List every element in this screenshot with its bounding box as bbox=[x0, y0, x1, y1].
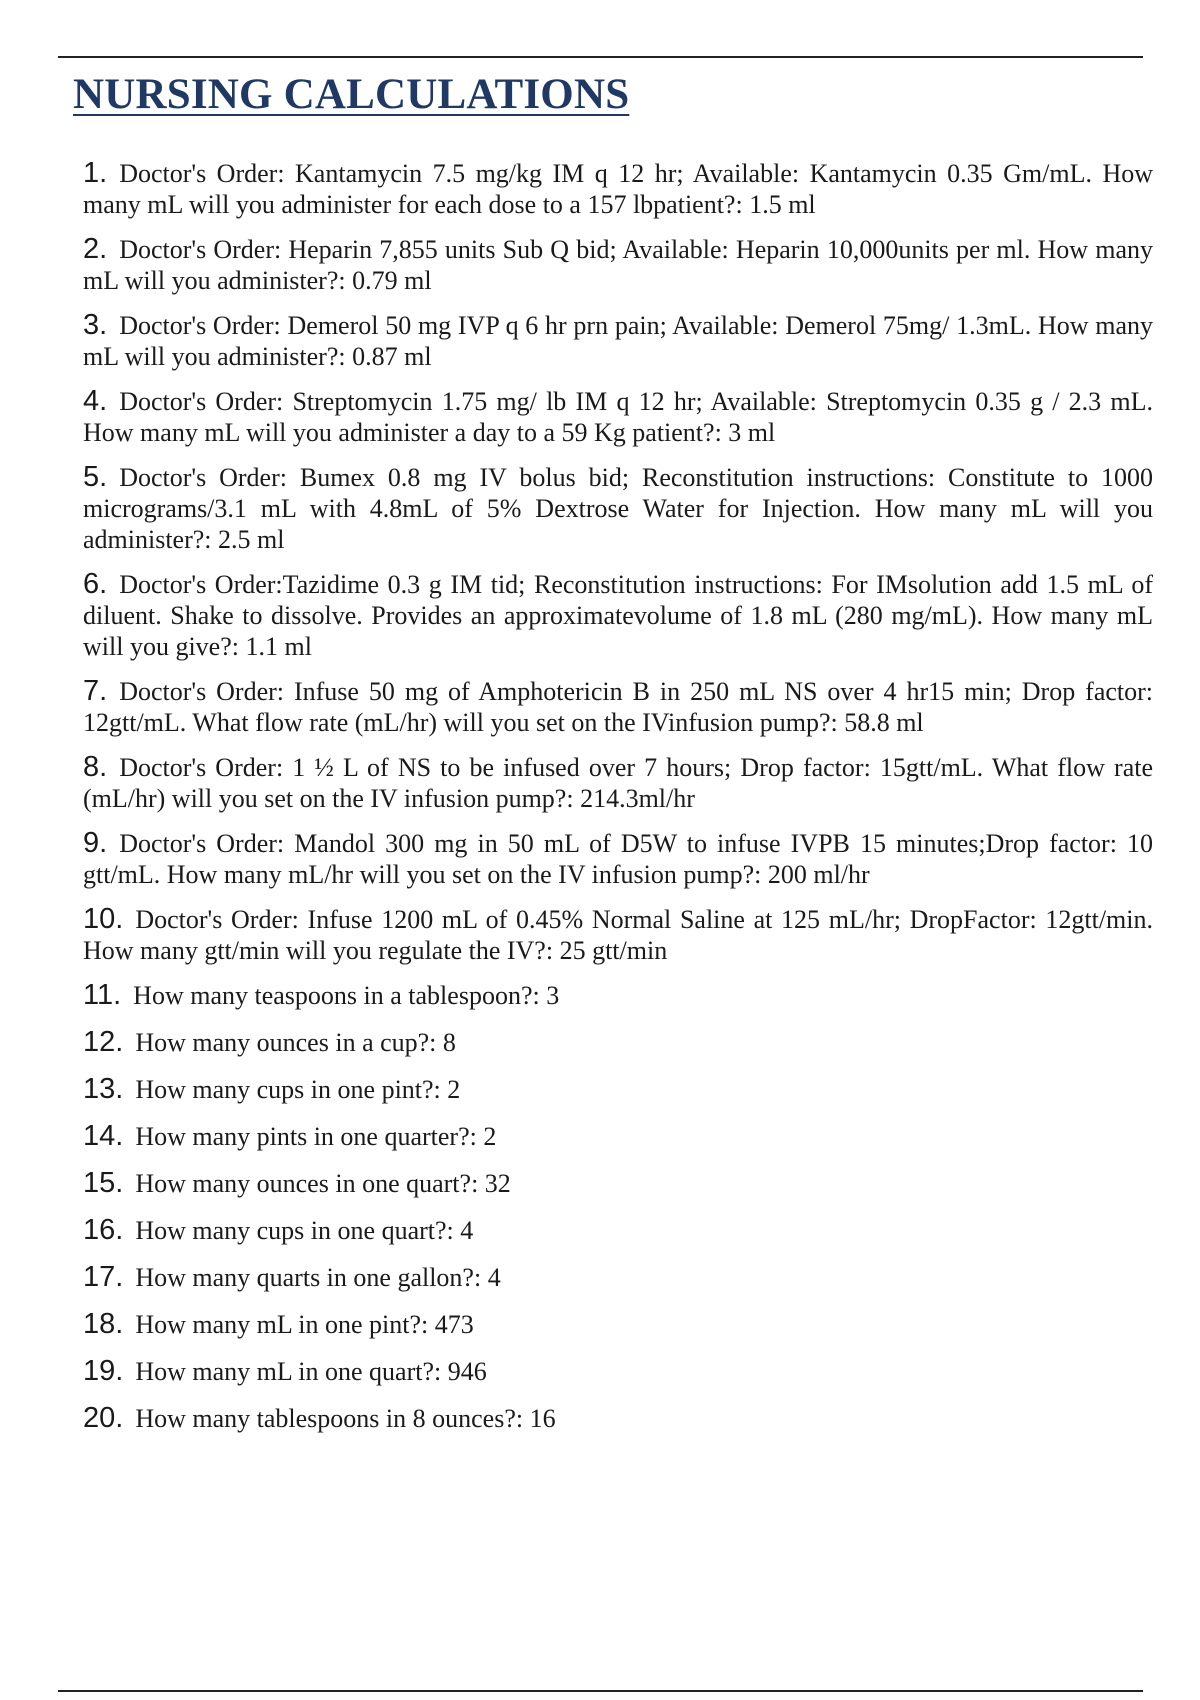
question-number: 20. bbox=[83, 1402, 124, 1434]
question-text: Doctor's Order: Demerol 50 mg IVP q 6 hr prn pain; Available: Demerol 75mg/ 1.3mL. How many mL will you administer?: 0.87 ml bbox=[83, 311, 1153, 371]
question-text: How many quarts in one gallon?: 4 bbox=[135, 1263, 501, 1292]
question-item bbox=[83, 1262, 1153, 1293]
question-number: 1. bbox=[83, 157, 108, 189]
question-number: 12. bbox=[83, 1026, 124, 1058]
question-item bbox=[83, 386, 1153, 448]
question-number: 5. bbox=[83, 461, 108, 493]
question-text: Doctor's Order: 1 ½ L of NS to be infused over 7 hours; Drop factor: 15gtt/mL. What flow rate (mL/hr) will you set on the IV infusion pump?: 214.3ml/hr bbox=[83, 753, 1153, 813]
bottom-rule bbox=[58, 1690, 1143, 1692]
question-text: How many cups in one pint?: 2 bbox=[135, 1075, 461, 1104]
question-text: Doctor's Order: Bumex 0.8 mg IV bolus bid; Reconstitution instructions: Constitute to 1000 micrograms/3.1 mL with 4.8mL of 5% Dextrose Water for Injection. How many mL will you administer?: 2.5 ml bbox=[83, 463, 1153, 554]
question-text: How many mL in one quart?: 946 bbox=[135, 1357, 487, 1386]
question-text: Doctor's Order:Tazidime 0.3 g IM tid; Reconstitution instructions: For IMsolution add 1.5 mL of diluent. Shake to dissolve. Provides an approximatevolume of 1.8 mL (280 mg/mL). How many mL will you give?: 1.1 ml bbox=[83, 570, 1153, 661]
question-item bbox=[83, 1168, 1153, 1199]
question-text: How many pints in one quarter?: 2 bbox=[135, 1122, 497, 1151]
question-text: Doctor's Order: Mandol 300 mg in 50 mL of D5W to infuse IVPB 15 minutes;Drop factor: 10 gtt/mL. How many mL/hr will you set on the IV infusion pump?: 200 ml/hr bbox=[83, 829, 1153, 889]
question-number: 8. bbox=[83, 751, 108, 783]
question-item bbox=[83, 569, 1153, 662]
question-number: 14. bbox=[83, 1120, 124, 1152]
question-number: 18. bbox=[83, 1308, 124, 1340]
question-number: 17. bbox=[83, 1261, 124, 1293]
question-item bbox=[83, 1215, 1153, 1246]
question-text: How many ounces in one quart?: 32 bbox=[135, 1169, 511, 1198]
question-item bbox=[83, 310, 1153, 372]
question-item bbox=[83, 1356, 1153, 1387]
question-text: How many mL in one pint?: 473 bbox=[135, 1310, 474, 1339]
question-text: How many cups in one quart?: 4 bbox=[135, 1216, 474, 1245]
question-item bbox=[83, 828, 1153, 890]
question-text: Doctor's Order: Streptomycin 1.75 mg/ lb IM q 12 hr; Available: Streptomycin 0.35 g / 2.3 mL. How many mL will you administer a day to a 59 Kg patient?: 3 ml bbox=[83, 387, 1153, 447]
question-item bbox=[83, 752, 1153, 814]
question-number: 2. bbox=[83, 233, 108, 265]
question-text: How many teaspoons in a tablespoon?: 3 bbox=[133, 981, 560, 1010]
question-item bbox=[83, 904, 1153, 966]
question-text: How many tablespoons in 8 ounces?: 16 bbox=[135, 1404, 556, 1433]
question-number: 16. bbox=[83, 1214, 124, 1246]
top-rule bbox=[58, 56, 1143, 58]
question-item bbox=[83, 1403, 1153, 1434]
question-text: Doctor's Order: Infuse 50 mg of Amphotericin B in 250 mL NS over 4 hr15 min; Drop factor: 12gtt/mL. What flow rate (mL/hr) will you set on the IVinfusion pump?: 58.8 ml bbox=[83, 677, 1153, 737]
question-item bbox=[83, 234, 1153, 296]
question-number: 7. bbox=[83, 675, 108, 707]
question-item bbox=[83, 1074, 1153, 1105]
question-text: Doctor's Order: Kantamycin 7.5 mg/kg IM q 12 hr; Available: Kantamycin 0.35 Gm/mL. How many mL will you administer for each dose to a 157 lbpatient?: 1.5 ml bbox=[83, 159, 1153, 219]
question-item bbox=[83, 462, 1153, 555]
question-text: Doctor's Order: Heparin 7,855 units Sub Q bid; Available: Heparin 10,000units per ml. How many mL will you administer?: 0.79 ml bbox=[83, 235, 1153, 295]
question-number: 4. bbox=[83, 385, 108, 417]
question-text: How many ounces in a cup?: 8 bbox=[135, 1028, 456, 1057]
question-number: 9. bbox=[83, 827, 108, 859]
question-number: 15. bbox=[83, 1167, 124, 1199]
question-item bbox=[83, 1309, 1153, 1340]
question-item bbox=[83, 1027, 1153, 1058]
question-number: 10. bbox=[83, 903, 124, 935]
question-number: 6. bbox=[83, 568, 108, 600]
page-title: NURSING CALCULATIONS bbox=[73, 71, 630, 118]
question-item bbox=[83, 158, 1153, 220]
question-number: 11. bbox=[83, 979, 122, 1011]
question-number: 19. bbox=[83, 1355, 124, 1387]
question-text: Doctor's Order: Infuse 1200 mL of 0.45% Normal Saline at 125 mL/hr; DropFactor: 12gtt/min. How many gtt/min will you regulate the IV?: 25 gtt/min bbox=[83, 905, 1153, 965]
question-number: 3. bbox=[83, 309, 108, 341]
question-list bbox=[83, 158, 1153, 1450]
question-item bbox=[83, 676, 1153, 738]
question-number: 13. bbox=[83, 1073, 124, 1105]
question-item bbox=[83, 1121, 1153, 1152]
question-item bbox=[83, 980, 1153, 1011]
